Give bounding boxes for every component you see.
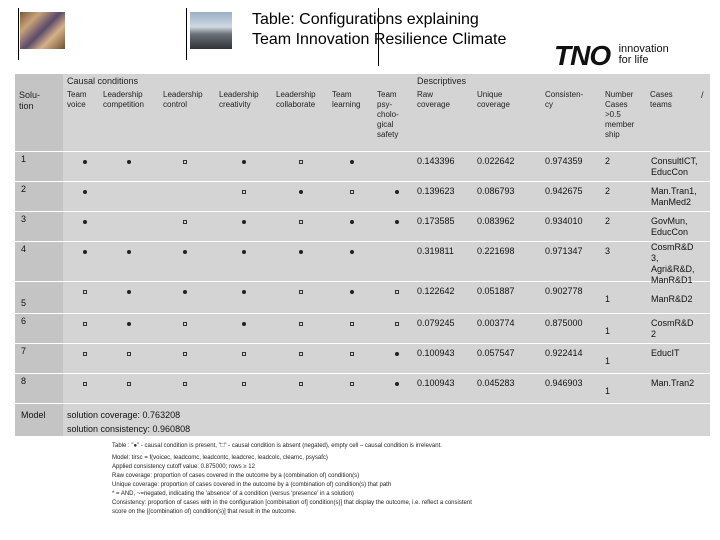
- absent-marker: [83, 352, 87, 356]
- absent-marker: [183, 220, 187, 224]
- column-header: [276, 90, 316, 110]
- column-header-line: Cases: [650, 90, 673, 99]
- unique-value: 0.003774: [477, 318, 515, 328]
- unique-value: 0.051887: [477, 286, 515, 296]
- note-line: Applied consistency cutoff value: 0.875000; rows ≥ 12: [112, 464, 255, 470]
- present-marker: [83, 160, 87, 164]
- n-value: 1: [605, 356, 611, 366]
- unique-value: 0.045283: [477, 378, 515, 388]
- cons-value: 0.875000: [545, 318, 583, 328]
- cons-value: 0.922414: [545, 348, 583, 358]
- absent-marker: [350, 352, 354, 356]
- header-slash: /: [701, 90, 704, 100]
- n-value: 2: [605, 156, 611, 166]
- n-value: 2: [605, 186, 611, 196]
- column-header-line: safety: [377, 130, 399, 139]
- column-header: [19, 90, 40, 112]
- cases-value: [651, 348, 680, 359]
- column-header: [332, 90, 360, 110]
- unique-value: 0.083962: [477, 216, 515, 226]
- column-header-line: Solu-: [19, 90, 41, 100]
- cases-line: Man.Tran2: [651, 378, 695, 388]
- column-header: [67, 90, 87, 110]
- solution-id: 2: [21, 184, 27, 194]
- solution-id: 7: [21, 346, 27, 356]
- raw-value: 0.100943: [417, 348, 455, 358]
- cases-line: CosmR&D: [651, 242, 694, 252]
- tno-logo: [554, 42, 669, 70]
- column-header-line: Consisten-: [545, 90, 584, 99]
- present-marker: [395, 352, 399, 356]
- present-marker: [83, 190, 87, 194]
- note-line: * = AND, ~=negated, indicating the 'absence' of a condition (versus 'presence' in a solution): [112, 491, 354, 497]
- cases-line: ConsultICT,: [651, 156, 698, 166]
- column-header-line: cholo-: [377, 110, 399, 119]
- row-divider: [15, 151, 710, 152]
- row-divider: [15, 343, 710, 344]
- column-header-line: tion: [19, 101, 34, 111]
- solution-id: 8: [21, 376, 27, 386]
- present-marker: [242, 250, 246, 254]
- note-line: Consistency: proportion of cases with in the configuration [combination of] condition(s)] that display the outcome, i.e. reflect a consistent: [112, 500, 472, 506]
- column-header-line: member: [605, 120, 635, 129]
- solution-consistency: solution consistency: 0.960808: [67, 424, 191, 434]
- column-header-line: Leadership: [219, 90, 259, 99]
- column-header: [377, 90, 399, 140]
- column-header-line: control: [163, 100, 188, 109]
- absent-marker: [242, 352, 246, 356]
- row-divider: [15, 211, 710, 212]
- solution-id: 5: [21, 298, 27, 308]
- present-marker: [242, 220, 246, 224]
- cases-line: EducCon: [651, 227, 689, 237]
- present-marker: [127, 250, 131, 254]
- column-header-line: cy: [545, 100, 553, 109]
- column-header-line: creativity: [219, 100, 251, 109]
- column-header-line: >0.5: [605, 110, 621, 119]
- column-header: [163, 90, 203, 110]
- logo-tagline: [619, 44, 669, 66]
- column-header-line: Team: [67, 90, 87, 99]
- absent-marker: [127, 382, 131, 386]
- present-marker: [299, 250, 303, 254]
- cases-line: Man.Tran1,: [651, 186, 697, 196]
- present-marker: [350, 160, 354, 164]
- solution-id: 1: [21, 154, 27, 164]
- cases-value: [651, 186, 697, 208]
- absent-marker: [299, 290, 303, 294]
- divider-line: [186, 8, 187, 60]
- cases-line: EducIT: [651, 348, 680, 358]
- present-marker: [395, 382, 399, 386]
- solution-id: 4: [21, 244, 27, 254]
- row-divider: [15, 373, 710, 374]
- absent-marker: [83, 382, 87, 386]
- cases-line: ManR&D2: [651, 294, 693, 304]
- present-marker: [350, 220, 354, 224]
- present-marker: [83, 220, 87, 224]
- raw-value: 0.319811: [417, 246, 454, 256]
- absent-marker: [83, 322, 87, 326]
- row-divider: [15, 241, 710, 242]
- raw-value: 0.100943: [417, 378, 455, 388]
- present-marker: [299, 190, 303, 194]
- absent-marker: [183, 352, 187, 356]
- cases-line: 3,: [651, 253, 659, 263]
- column-header: [545, 90, 583, 110]
- present-marker: [183, 290, 187, 294]
- column-header-line: competition: [103, 100, 144, 109]
- n-value: 1: [605, 294, 611, 304]
- raw-value: 0.143396: [417, 156, 455, 166]
- absent-marker: [183, 322, 187, 326]
- column-header-line: collaborate: [276, 100, 316, 109]
- absent-marker: [183, 382, 187, 386]
- cons-value: 0.971347: [545, 246, 583, 256]
- column-header-line: Cases: [605, 100, 628, 109]
- title-line-2: Team Innovation Resilience Climate: [252, 31, 507, 48]
- cases-value: [651, 242, 695, 286]
- cases-value: [651, 294, 693, 305]
- title-line-1: Table: Configurations explaining: [252, 11, 479, 28]
- present-marker: [242, 160, 246, 164]
- present-marker: [350, 290, 354, 294]
- column-header: [417, 90, 450, 110]
- solution-id: 3: [21, 214, 27, 224]
- column-header-line: coverage: [417, 100, 450, 109]
- cases-line: EducCon: [651, 167, 689, 177]
- cases-line: CosmR&D: [651, 318, 694, 328]
- column-header: [650, 90, 673, 110]
- absent-marker: [299, 352, 303, 356]
- absent-marker: [242, 190, 246, 194]
- cases-line: ManMed2: [651, 197, 692, 207]
- absent-marker: [299, 382, 303, 386]
- column-header-line: Unique: [477, 90, 503, 99]
- cases-line: GovMun,: [651, 216, 688, 226]
- page-title: [252, 10, 506, 50]
- present-marker: [83, 250, 87, 254]
- absent-marker: [127, 352, 131, 356]
- unique-value: 0.086793: [477, 186, 515, 196]
- n-value: 2: [605, 216, 611, 226]
- logo-tagline-line-1: innovation: [618, 43, 669, 55]
- n-value: 1: [605, 326, 611, 336]
- present-marker: [242, 322, 246, 326]
- cons-value: 0.942675: [545, 186, 583, 196]
- raw-value: 0.122642: [417, 286, 455, 296]
- column-header-line: learning: [332, 100, 361, 109]
- column-header-line: Team: [332, 90, 352, 99]
- column-header-line: coverage: [477, 100, 510, 109]
- row-divider: [15, 281, 710, 282]
- column-header: [477, 90, 510, 110]
- absent-marker: [299, 322, 303, 326]
- cons-value: 0.934010: [545, 216, 583, 226]
- column-header-line: psy-: [377, 100, 393, 109]
- column-header-line: Number: [605, 90, 634, 99]
- row-divider: [15, 403, 710, 404]
- cons-value: 0.974359: [545, 156, 583, 166]
- column-header-line: Leadership: [163, 90, 203, 99]
- note-line: Table : "●" - causal condition is present, "□" - causal condition is absent (negated), empty cell – causal condition is irrelevant.: [112, 443, 442, 449]
- unique-value: 0.057547: [477, 348, 515, 358]
- note-line: Unique coverage: proportion of cases covered in the outcome by a (combination of) condition(s) that path: [112, 482, 392, 488]
- solution-coverage: solution coverage: 0.763208: [67, 410, 181, 420]
- note-line: Model: tirsc = f(voicec, leadcomc, leadcontc, leadcrec, leadcolc, clearnc, psysafc): [112, 455, 328, 461]
- present-marker: [395, 220, 399, 224]
- column-header-line: Leadership: [103, 90, 143, 99]
- crowd-photo: [20, 12, 65, 49]
- column-header: [219, 90, 259, 110]
- note-line: Raw coverage: proportion of cases covered in the outcome by a (combination of) condition(s): [112, 473, 360, 479]
- present-marker: [395, 190, 399, 194]
- cases-value: [651, 318, 694, 340]
- absent-marker: [395, 322, 399, 326]
- cons-value: 0.902778: [545, 286, 583, 296]
- column-header-line: Team: [377, 90, 397, 99]
- absent-marker: [83, 290, 87, 294]
- n-value: 1: [605, 386, 611, 396]
- raw-value: 0.173585: [417, 216, 455, 226]
- absent-marker: [395, 290, 399, 294]
- column-header-line: voice: [67, 100, 86, 109]
- cases-line: Agri&R&D,: [651, 264, 695, 274]
- cases-line: 2: [651, 329, 657, 339]
- column-header-line: ship: [605, 130, 620, 139]
- cons-value: 0.946903: [545, 378, 583, 388]
- model-label: Model: [21, 410, 46, 420]
- solution-id: 6: [21, 316, 27, 326]
- raw-value: 0.139623: [417, 186, 455, 196]
- configuration-table: [15, 74, 710, 436]
- absent-marker: [183, 160, 187, 164]
- absent-marker: [350, 382, 354, 386]
- absent-marker: [242, 382, 246, 386]
- column-header: [103, 90, 144, 110]
- causal-conditions-label: Causal conditions: [67, 76, 139, 86]
- logo-brand: TNO: [554, 40, 611, 71]
- present-marker: [127, 290, 131, 294]
- logo-tagline-line-2: for life: [618, 54, 649, 66]
- absent-marker: [350, 322, 354, 326]
- absent-marker: [299, 160, 303, 164]
- column-header-line: teams: [650, 100, 672, 109]
- cases-value: [651, 216, 688, 238]
- airplane-photo: [190, 12, 232, 49]
- unique-value: 0.022642: [477, 156, 515, 166]
- column-header: [605, 90, 634, 140]
- descriptives-label: Descriptives: [417, 76, 467, 86]
- n-value: 3: [605, 246, 611, 256]
- row-divider: [15, 181, 710, 182]
- present-marker: [127, 322, 131, 326]
- cases-line: ManR&D1: [651, 275, 693, 285]
- row-divider: [15, 313, 710, 314]
- present-marker: [183, 250, 187, 254]
- column-header-line: gical: [377, 120, 394, 129]
- divider-line: [18, 8, 19, 60]
- present-marker: [242, 290, 246, 294]
- cases-value: [651, 156, 698, 178]
- present-marker: [127, 160, 131, 164]
- table-notes: [112, 442, 682, 517]
- note-line: score on the [(combination of) condition(s)] that result in the outcome.: [112, 509, 297, 515]
- present-marker: [350, 250, 354, 254]
- unique-value: 0.221698: [477, 246, 515, 256]
- column-header-line: Raw: [417, 90, 434, 99]
- cases-value: [651, 378, 694, 389]
- absent-marker: [350, 190, 354, 194]
- raw-value: 0.079245: [417, 318, 455, 328]
- absent-marker: [299, 220, 303, 224]
- column-header-line: Leadership: [276, 90, 316, 99]
